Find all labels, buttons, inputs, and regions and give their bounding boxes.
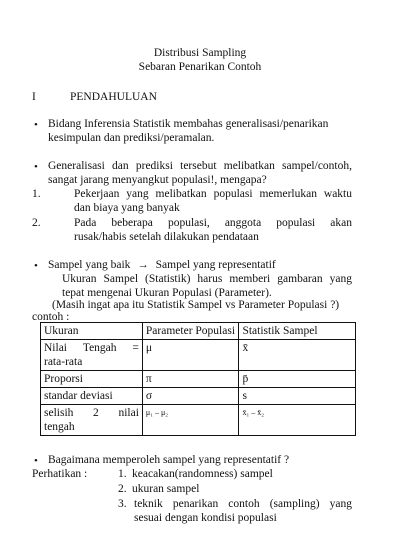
table-cell-parameter: σ: [142, 388, 239, 405]
bullet-4-glyph: •: [34, 455, 38, 467]
table-cell-parameter: μ: [142, 340, 239, 371]
bullet-4-line-1: Bagaimana memperoleh sampel yang representatif ?: [48, 454, 290, 466]
table-cell-word: =: [132, 342, 139, 354]
right-arrow-icon: →: [137, 259, 149, 271]
bullet-3-line-1-right: Sampel yang representatif: [155, 259, 276, 271]
table-header-cell: Statistik Sampel: [239, 323, 356, 340]
item-1-line-1: Pekerjaan yang melibatkan populasi memerlukan waktu: [74, 188, 352, 200]
bullet-1-line-2: kesimpulan dan prediksi/peramalan.: [48, 132, 215, 144]
bullet-3-line-2: Ukuran Sampel (Statistik) harus memberi gambaran yang: [62, 273, 352, 285]
item-1-line-2: dan biaya yang banyak: [74, 202, 180, 214]
document-subtitle: Sebaran Penarikan Contoh: [138, 61, 262, 73]
table-cell-measure: Proporsi: [41, 371, 143, 388]
table-cell-statistic: s: [239, 388, 356, 405]
attention-item-1-text: keacakan(randomness) sampel: [132, 468, 273, 480]
table-cell-word: Tengah: [82, 342, 117, 354]
table-cell-measure-line-1: [44, 341, 139, 355]
bullet-3-glyph: •: [34, 260, 38, 272]
bullet-1-line-1: Bidang Inferensia Statistik membahas generalisasi/penarikan: [48, 118, 329, 130]
attention-label: Perhatikan :: [32, 468, 88, 480]
attention-item-2-text: ukuran sampel: [132, 483, 200, 495]
table-cell-parameter: μ₁ – μ₂: [142, 405, 239, 436]
document-title: Distribusi Sampling: [153, 47, 247, 59]
bullet-3-line-3: tepat mengenai Ukuran Populasi (Parameter).: [62, 287, 272, 299]
table-cell-measure-line-2: tengah: [44, 421, 75, 433]
bullet-1-glyph: •: [34, 119, 38, 131]
table-cell-word: nilai: [118, 407, 139, 419]
table-cell-measure: [41, 340, 143, 371]
item-2-number: 2.: [32, 217, 41, 229]
item-2-line-1: Pada beberapa populasi, anggota populasi akan: [74, 217, 352, 229]
note-text: (Masih ingat apa itu Statistik Sampel vs Parameter Populasi ?): [52, 299, 340, 311]
attention-item-3-text: teknik penarikan contoh (sampling) yang: [134, 498, 352, 510]
bullet-2-line-1: Generalisasi dan prediksi tersebut melibatkan sampel/contoh,: [48, 160, 352, 172]
table-cell-statistic: x̄₁ – x̄₂: [239, 405, 356, 436]
table-cell-measure: [41, 405, 143, 436]
table-cell-statistic: x̄: [239, 340, 356, 371]
table-cell-measure: standar deviasi: [41, 388, 143, 405]
bullet-3-line-1: [48, 258, 276, 272]
attention-item-1-number: 1.: [118, 468, 127, 480]
bullet-3-line-1-left: Sampel yang baik: [48, 259, 131, 271]
table-cell-parameter: π: [142, 371, 239, 388]
table-row: [41, 340, 356, 371]
attention-item-2-number: 2.: [118, 483, 127, 495]
table-cell-measure-line-2: rata-rata: [44, 356, 83, 368]
table-header-cell: Ukuran: [41, 323, 143, 340]
table-cell-word: selisih: [44, 407, 74, 419]
attention-item-3-text-line-2: sesuai dengan kondisi populasi: [134, 512, 277, 524]
item-2-line-2: rusak/habis setelah dilakukan pendataan: [74, 231, 259, 243]
example-label: contoh :: [32, 311, 70, 323]
table-row: [41, 371, 356, 388]
table-cell-statistic: p̄: [239, 371, 356, 388]
section-heading: PENDAHULUAN: [70, 91, 157, 103]
attention-item-3-number: 3.: [118, 498, 127, 510]
bullet-2-glyph: •: [34, 161, 38, 173]
table-header-row: [41, 323, 356, 340]
table-header-cell: Parameter Populasi: [142, 323, 239, 340]
table-cell-measure-line-1: [44, 406, 139, 420]
section-number: I: [32, 91, 36, 103]
table-row: [41, 388, 356, 405]
table-cell-word: Nilai: [44, 342, 67, 354]
item-1-number: 1.: [32, 188, 41, 200]
table-row: [41, 405, 356, 436]
bullet-2-line-2: sangat jarang menyangkut populasi!, mengapa?: [48, 174, 267, 186]
parameter-statistic-table: [40, 322, 356, 436]
table-cell-word: 2: [93, 407, 99, 419]
